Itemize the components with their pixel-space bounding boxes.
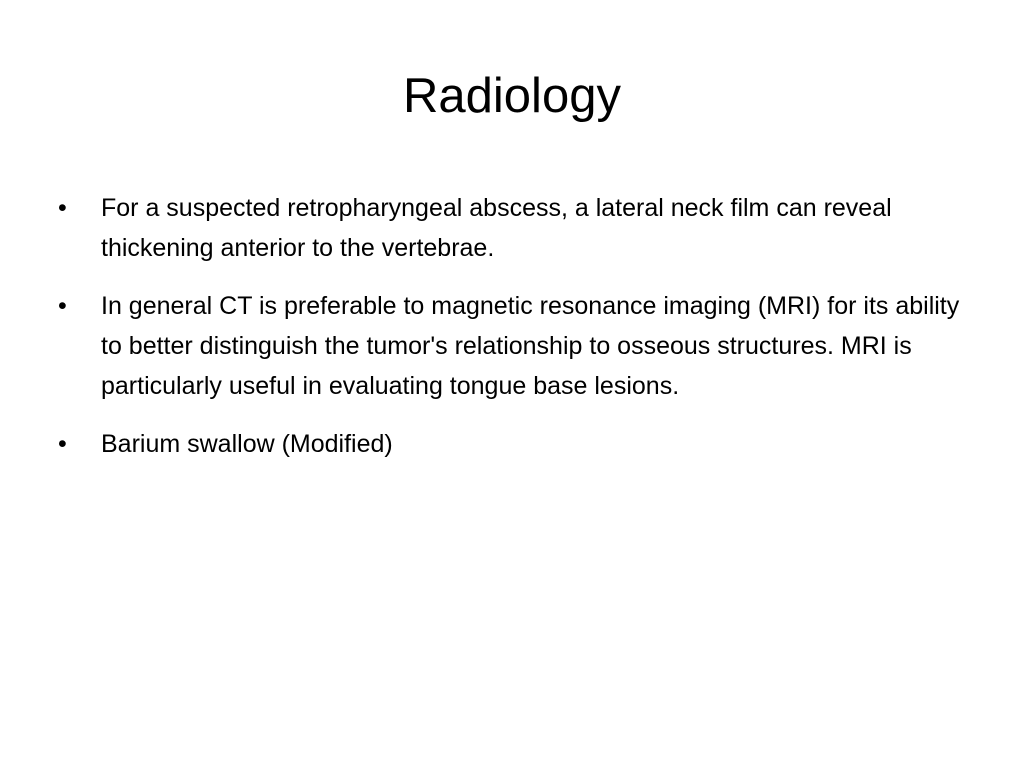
bullet-marker: • [58, 430, 67, 458]
bullet-marker: • [58, 194, 67, 222]
bullet-text: For a suspected retropharyngeal abscess, a lateral neck film can reveal thickening anterior to the vertebrae. [101, 194, 892, 262]
bullet-item-barium-swallow [58, 424, 970, 464]
bullet-list [58, 188, 970, 482]
bullet-text: Barium swallow (Modified) [101, 430, 393, 458]
bullet-item-ct-vs-mri [58, 286, 970, 406]
bullet-item-retropharyngeal-abscess [58, 188, 970, 268]
slide-title: Radiology [403, 69, 621, 123]
bullet-marker: • [58, 292, 67, 320]
bullet-text: In general CT is preferable to magnetic resonance imaging (MRI) for its ability to better distinguish the tumor's relationship to osseous structures. MRI is particularly useful in evaluating tongue base lesions. [101, 292, 960, 400]
